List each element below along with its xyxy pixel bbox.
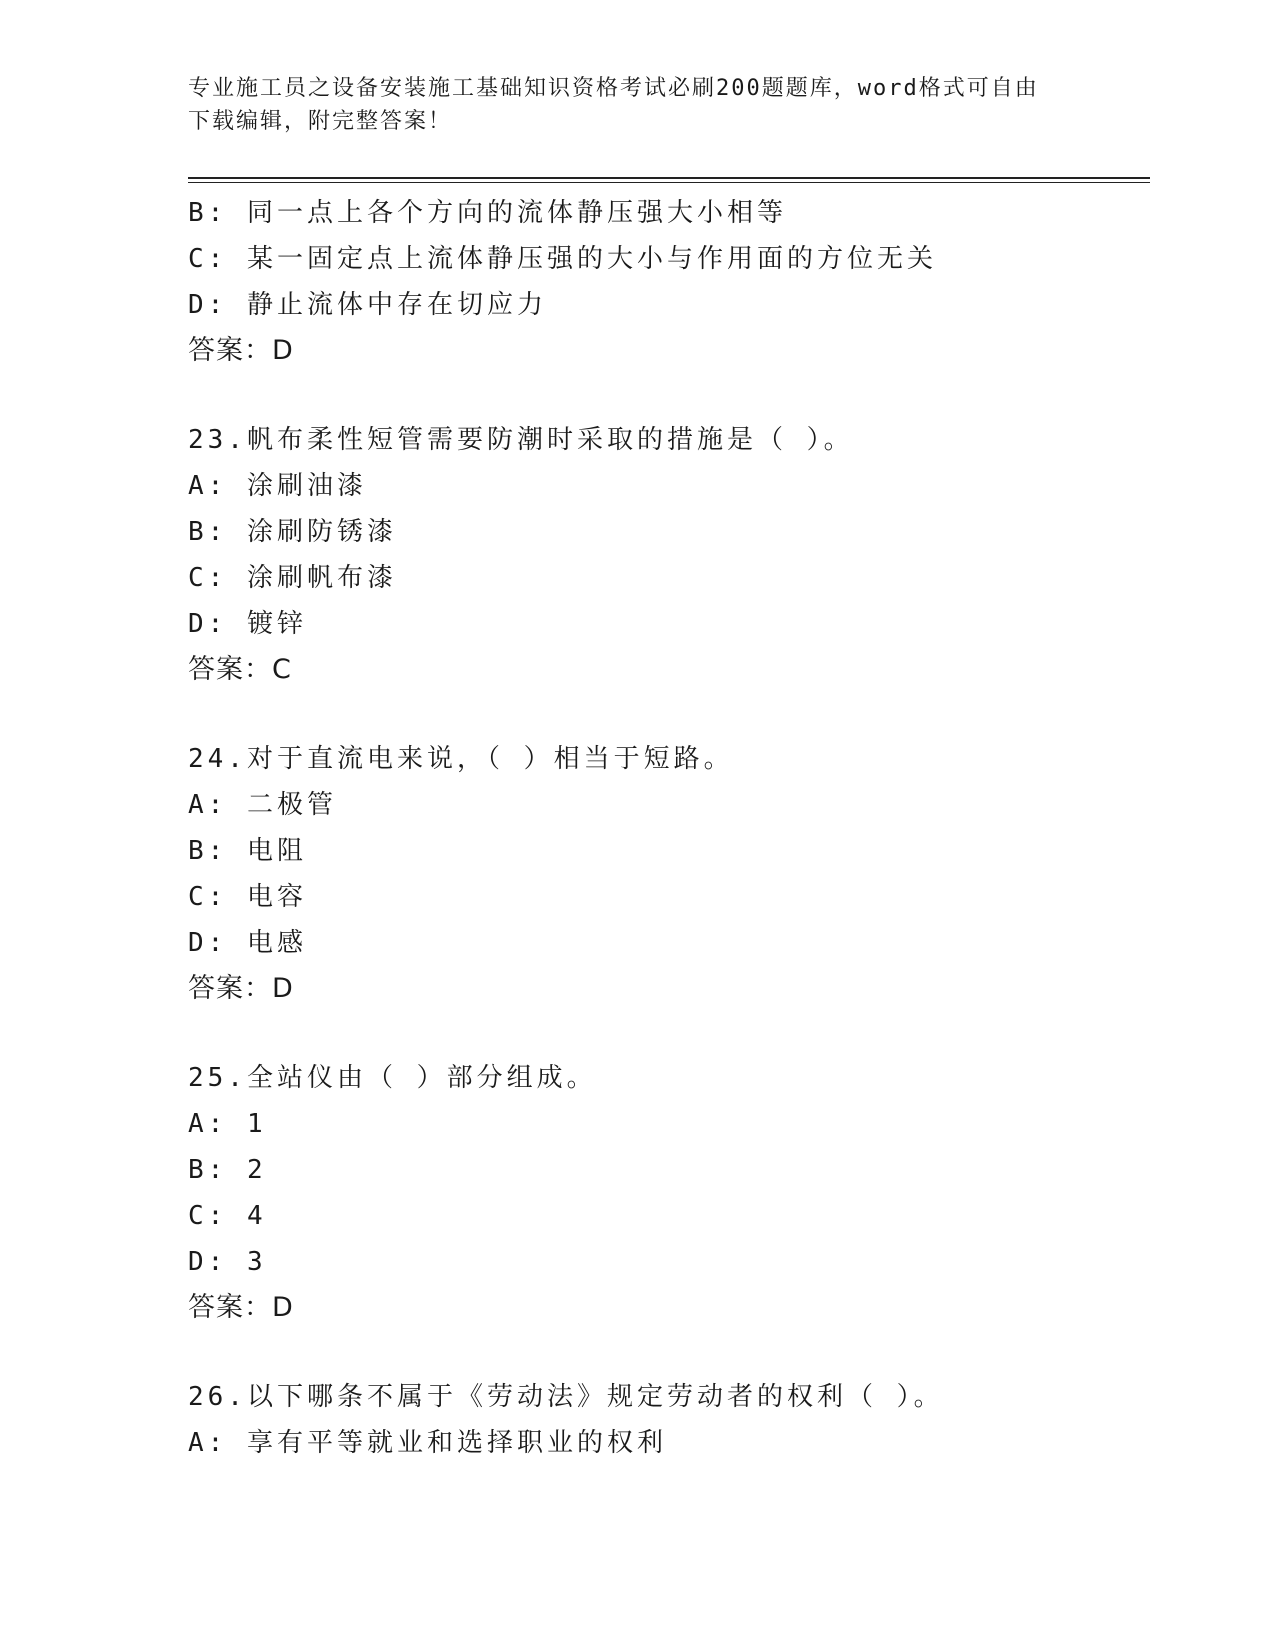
option-c: C: 涂刷帆布漆 (188, 563, 397, 593)
document-header (188, 72, 1068, 138)
option-a: A: 1 (188, 1109, 267, 1139)
header-line-1: 专业施工员之设备安装施工基础知识资格考试必刷200题题库，word格式可自由 (188, 76, 1039, 101)
option-a: A: 涂刷油漆 (188, 471, 367, 501)
option-b: B: 同一点上各个方向的流体静压强大小相等 (188, 198, 787, 228)
option-c: C: 某一固定点上流体静压强的大小与作用面的方位无关 (188, 244, 937, 274)
question-text: 24.对于直流电来说，（ ）相当于短路。 (188, 744, 734, 774)
option-b: B: 涂刷防锈漆 (188, 517, 397, 547)
question-text: 25.全站仪由（ ）部分组成。 (188, 1063, 597, 1093)
question-block-24 (188, 736, 1148, 1012)
option-b: B: 2 (188, 1155, 267, 1185)
question-list (188, 190, 1148, 1466)
option-d: D: 电感 (188, 928, 307, 958)
question-text: 23.帆布柔性短管需要防潮时采取的措施是（ ）。 (188, 425, 854, 455)
header-rule-thin (188, 182, 1150, 183)
answer-line: 答案：D (188, 335, 294, 366)
option-d: D: 静止流体中存在切应力 (188, 290, 547, 320)
option-b: B: 电阻 (188, 836, 307, 866)
option-a: A: 二极管 (188, 790, 337, 820)
option-a: A: 享有平等就业和选择职业的权利 (188, 1428, 667, 1458)
header-line-2: 下载编辑，附完整答案！ (188, 109, 453, 134)
option-d: D: 3 (188, 1247, 267, 1277)
header-rule-thick (188, 177, 1150, 179)
question-text: 26.以下哪条不属于《劳动法》规定劳动者的权利（ ）。 (188, 1382, 944, 1412)
option-d: D: 镀锌 (188, 609, 307, 639)
question-block-23 (188, 417, 1148, 693)
answer-line: 答案：C (188, 654, 292, 685)
option-c: C: 4 (188, 1201, 267, 1231)
question-block-26 (188, 1374, 1148, 1466)
answer-line: 答案：D (188, 973, 294, 1004)
question-block-25 (188, 1055, 1148, 1331)
option-c: C: 电容 (188, 882, 307, 912)
answer-line: 答案：D (188, 1292, 294, 1323)
question-block-22 (188, 190, 1148, 374)
